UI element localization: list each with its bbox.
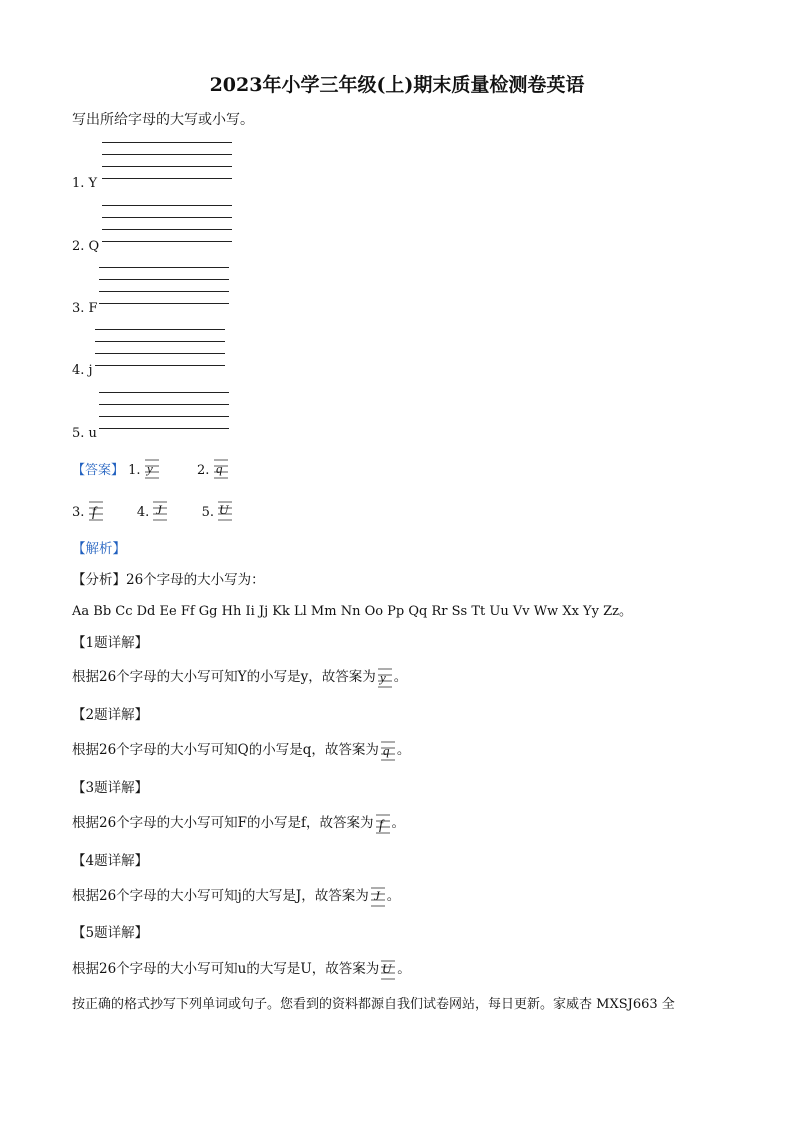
detail-4-glyph — [369, 886, 387, 908]
detail-4-line — [72, 884, 400, 908]
answer-1-num: 1. — [128, 463, 141, 478]
answer-row-2 — [72, 500, 234, 522]
svg-text:J: J — [373, 888, 380, 903]
answer-tag: 【答案】 — [72, 463, 125, 478]
instruction-text: 写出所给字母的大写或小写。 — [72, 112, 254, 128]
detail-3-end: 。 — [391, 815, 406, 831]
answer-2-num: 2. — [196, 463, 210, 478]
answer-5-glyph — [218, 500, 234, 522]
answer-row-1 — [72, 458, 230, 480]
answer-5-num: 5. — [201, 505, 215, 520]
detail-5-heading: 【5题详解】 — [72, 925, 149, 941]
detail-5-line — [72, 957, 411, 981]
detail-4-heading: 【4题详解】 — [72, 853, 149, 869]
answer-3-num: 3. — [72, 505, 85, 520]
detail-5-end: 。 — [397, 961, 411, 977]
svg-text:y: y — [379, 670, 386, 685]
writing-lines-2 — [102, 205, 232, 245]
analysis-intro: 【分析】26个字母的大小写为： — [72, 572, 265, 588]
svg-text:U: U — [382, 961, 392, 976]
detail-5-glyph — [379, 959, 397, 981]
svg-text:f: f — [378, 818, 383, 833]
answer-2-glyph — [214, 458, 230, 480]
svg-text:f: f — [91, 505, 96, 520]
detail-3-line — [72, 811, 405, 835]
answer-4-glyph — [153, 500, 169, 522]
page-title: 2023年小学三年级(上)期末质量检测卷英语 — [209, 74, 585, 96]
alphabet-line: Aa Bb Cc Dd Ee Ff Gg Hh Ii Jj Kk Ll Mm Nn Oo Pp Qq Rr Ss Tt Uu Vv Ww Xx Yy Zz。 — [72, 604, 632, 619]
writing-lines-3 — [99, 267, 229, 307]
writing-lines-1 — [102, 142, 232, 182]
detail-1-line — [72, 665, 407, 689]
svg-text:J: J — [156, 502, 163, 517]
svg-text:q: q — [382, 743, 390, 758]
detail-3-glyph — [374, 813, 392, 835]
detail-1-heading: 【1题详解】 — [72, 635, 149, 651]
answer-4-num: 4. — [136, 505, 150, 520]
detail-2-line — [72, 738, 410, 762]
analysis-tag: 【解析】 — [72, 541, 126, 557]
svg-text:q: q — [215, 461, 223, 476]
writing-lines-5 — [99, 392, 229, 432]
detail-4-text: 根据26个字母的大小写可知j的大写是J，故答案为 — [72, 888, 369, 904]
detail-2-heading: 【2题详解】 — [72, 707, 149, 723]
detail-1-glyph — [376, 667, 394, 689]
question-4-label: 4. j — [72, 363, 93, 378]
detail-2-glyph — [379, 740, 397, 762]
detail-2-end: 。 — [396, 742, 411, 758]
detail-1-text: 根据26个字母的大小写可知Y的小写是y，故答案为 — [72, 669, 376, 685]
detail-4-end: 。 — [386, 888, 401, 904]
question-1-label: 1. Y — [72, 176, 98, 191]
svg-text:U: U — [219, 502, 229, 517]
answer-1-glyph — [145, 458, 161, 480]
answer-3-glyph — [89, 500, 105, 522]
writing-lines-4 — [95, 329, 225, 369]
detail-1-end: 。 — [393, 669, 408, 685]
question-5-label: 5. u — [72, 426, 97, 441]
detail-5-text: 根据26个字母的大小写可知u的大写是U，故答案为 — [72, 961, 380, 977]
detail-3-heading: 【3题详解】 — [72, 780, 149, 796]
svg-text:y: y — [146, 461, 153, 476]
detail-3-text: 根据26个字母的大小写可知F的小写是f，故答案为 — [72, 815, 374, 831]
detail-2-text: 根据26个字母的大小写可知Q的小写是q，故答案为 — [72, 742, 379, 758]
question-2-label: 2. Q — [72, 239, 100, 254]
question-3-label: 3. F — [72, 301, 98, 316]
footer-text: 按正确的格式抄写下列单词或句子。您看到的资料都源自我们试卷网站，每日更新。家威杏 MXSJ663 全 — [72, 997, 675, 1012]
